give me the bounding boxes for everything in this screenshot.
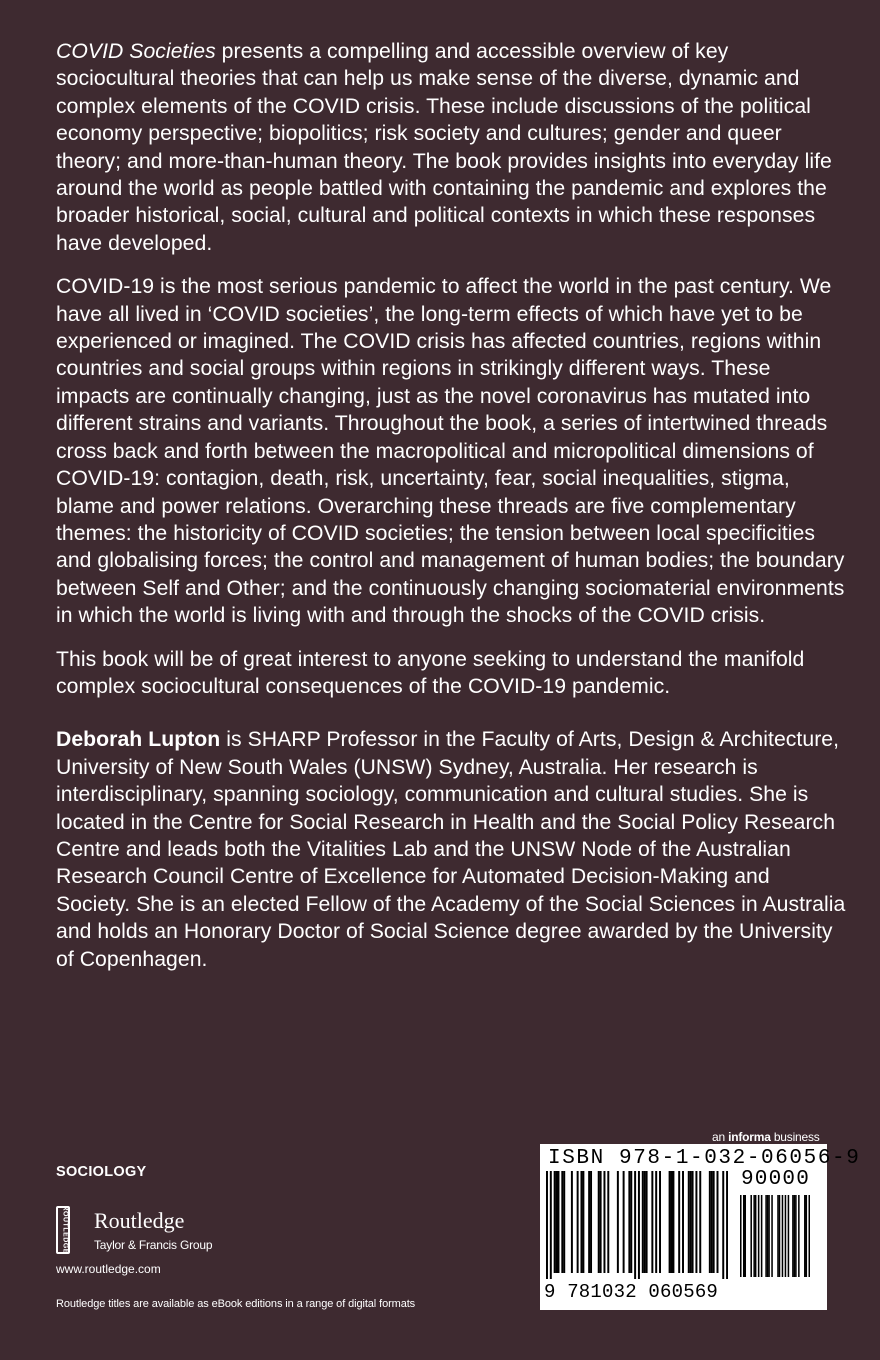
subject-category: SOCIOLOGY: [56, 1164, 147, 1180]
informa-suffix: business: [770, 1130, 820, 1144]
barcode-bar: [695, 1171, 697, 1273]
barcode-bar: [678, 1171, 680, 1273]
price-barcode-bar: [771, 1195, 773, 1277]
barcode-bar: [690, 1171, 692, 1273]
price-barcode-bar: [743, 1195, 745, 1277]
price-barcode-bar: [744, 1195, 746, 1277]
price-barcode-bar: [755, 1195, 757, 1277]
barcode-bar: [659, 1171, 661, 1273]
barcode-bar: [709, 1171, 711, 1273]
barcode-bar: [638, 1171, 640, 1279]
barcode-bar: [563, 1171, 565, 1273]
price-barcode-bar: [798, 1195, 800, 1277]
ebook-footer-note: Routledge titles are available as eBook editions in a range of digital formats: [56, 1298, 416, 1310]
ean-digits: 9 781032 060569: [544, 1281, 719, 1303]
blurb-paragraph-1: [56, 38, 846, 257]
barcode-bar: [588, 1171, 590, 1273]
blurb-paragraph-2: COVID-19 is the most serious pandemic to affect the world in the past century. We have all lived in ‘COVID societies’, the long-term effects of which have yet to be experienced or imagined. The COVID crisis has affected countries, regions within countries and social groups within regions in strikingly different ways. These impacts are continually changing, just as the novel coronavirus has mutated into different strains and variants. Throughout the book, a series of intertwined threads cross back and forth between the macropolitical and micropolitical dimensions of COVID-19: contagion, death, risk, uncertainty, fear, social inequalities, stigma, blame and power relations. Overarching these threads are five complementary themes: the historicity of COVID societies; the tension between local specificities and globalising forces; the control and management of human bodies; the boundary between Self and Other; and the continuously changing sociomaterial environments in which the world is living with and through the shocks of the COVID crisis.: [56, 275, 845, 628]
price-barcode-bar: [777, 1195, 779, 1277]
publisher-name: Routledge: [94, 1208, 185, 1233]
price-barcode-bar: [788, 1195, 790, 1277]
barcode-bar: [554, 1171, 556, 1273]
price-barcode-bar: [761, 1195, 763, 1277]
barcode-bar: [580, 1171, 582, 1273]
price-barcode-bar: [750, 1195, 752, 1277]
barcode-bar: [711, 1171, 713, 1273]
author-name: Deborah Lupton: [56, 728, 221, 752]
isbn-label: ISBN 978-1-032-06056-9: [548, 1147, 861, 1170]
routledge-logo: [56, 1206, 236, 1256]
price-barcode-bar: [809, 1195, 810, 1277]
routledge-logo-mark-text: ROUTLEDGE: [61, 1205, 69, 1254]
price-barcode-bar: [753, 1195, 755, 1277]
barcode-bar: [607, 1171, 609, 1273]
informa-word: informa: [728, 1130, 771, 1144]
barcode-bar: [688, 1171, 690, 1273]
barcode-bar: [546, 1171, 548, 1279]
ean-barcode-bars: [546, 1171, 728, 1279]
barcode-bar: [582, 1171, 584, 1273]
barcode-bar: [713, 1171, 715, 1273]
barcode-bar: [561, 1171, 563, 1273]
barcode-bar: [628, 1171, 630, 1273]
barcode-bar: [630, 1171, 632, 1273]
price-barcode-bar: [792, 1195, 794, 1277]
price-barcode-bar: [795, 1195, 797, 1277]
informa-prefix: an: [712, 1130, 729, 1144]
publisher-group: Taylor & Francis Group: [94, 1238, 213, 1252]
barcode-bar: [672, 1171, 674, 1273]
barcode-bar: [571, 1171, 573, 1273]
price-barcode-bar: [785, 1195, 787, 1277]
barcode-bar: [692, 1171, 694, 1273]
price-barcode-bar: [758, 1195, 760, 1277]
informa-business-tagline: [712, 1130, 820, 1144]
barcode-bar: [550, 1171, 552, 1279]
book-title: COVID Societies: [56, 40, 216, 63]
barcode-bar: [726, 1171, 728, 1279]
barcode-bar: [644, 1171, 646, 1273]
barcode-bar: [590, 1171, 592, 1273]
price-barcode-bar: [740, 1195, 742, 1277]
barcode-bar: [655, 1171, 657, 1273]
barcode-bar: [699, 1171, 701, 1273]
price-barcode-bar: [782, 1195, 784, 1277]
barcode-bar: [617, 1171, 619, 1273]
routledge-logo-mark: [56, 1206, 70, 1254]
isbn-barcode: [540, 1144, 861, 1310]
price-barcode-bar: [768, 1195, 770, 1277]
barcode-bar: [603, 1171, 605, 1273]
author-bio: [56, 726, 846, 973]
barcode-bar: [577, 1171, 579, 1273]
price-barcode-bar: [804, 1195, 806, 1277]
barcode-bar: [642, 1171, 644, 1273]
barcode-bar: [682, 1171, 684, 1273]
back-cover-blurb: [56, 38, 846, 989]
barcode-bar: [634, 1171, 636, 1279]
barcode-bar: [651, 1171, 653, 1273]
barcode-bar: [646, 1171, 648, 1273]
publisher-website: www.routledge.com: [56, 1262, 161, 1276]
author-bio-text: is SHARP Professor in the Faculty of Arts, Design & Architecture, University of New South Wales (UNSW) Sydney, Australia. Her research is interdisciplinary, spanning sociology, communication and cultural studies. She is located in the Centre for Social Research in Health and the Social Policy Research Centre and leads both the Vitalities Lab and the UNSW Node of the Australian Research Council Centre of Excellence for Automated Decision-Making and Society. She is an elected Fellow of the Academy of the Social Sciences in Australia and holds an Honorary Doctor of Social Science degree awarded by the University of Copenhagen.: [56, 728, 846, 971]
price-code: 90000: [741, 1168, 811, 1191]
barcode-bar: [598, 1171, 600, 1273]
barcode-bar: [556, 1171, 558, 1273]
blurb-paragraph-1-text: presents a compelling and accessible overview of key sociocultural theories that can help us make sense of the diverse, dynamic and complex elements of the COVID crisis. These include discussions of the political economy perspective; biopolitics; risk society and cultures; gender and queer theory; and more-than-human theory. The book provides insights into everyday life around the world as people battled with containing the pandemic and explores the broader historical, social, cultural and political contexts in which these responses have developed.: [56, 40, 832, 255]
price-barcode-bar: [779, 1195, 781, 1277]
barcode-bar: [600, 1171, 602, 1273]
barcode-bar: [623, 1171, 625, 1273]
barcode-bar: [671, 1171, 673, 1273]
blurb-paragraph-3: This book will be of great interest to anyone seeking to understand the manifold complex sociocultural consequences of the COVID-19 pandemic.: [56, 647, 805, 698]
barcode-bar: [557, 1171, 559, 1273]
price-barcode-bar: [767, 1195, 769, 1277]
price-barcode-bars: [740, 1195, 810, 1277]
barcode-bar: [722, 1171, 724, 1279]
price-barcode-bar: [765, 1195, 767, 1277]
barcode-bar: [669, 1171, 671, 1273]
price-barcode-bar: [806, 1195, 808, 1277]
barcode-bar: [717, 1171, 719, 1273]
price-barcode-bar: [794, 1195, 796, 1277]
